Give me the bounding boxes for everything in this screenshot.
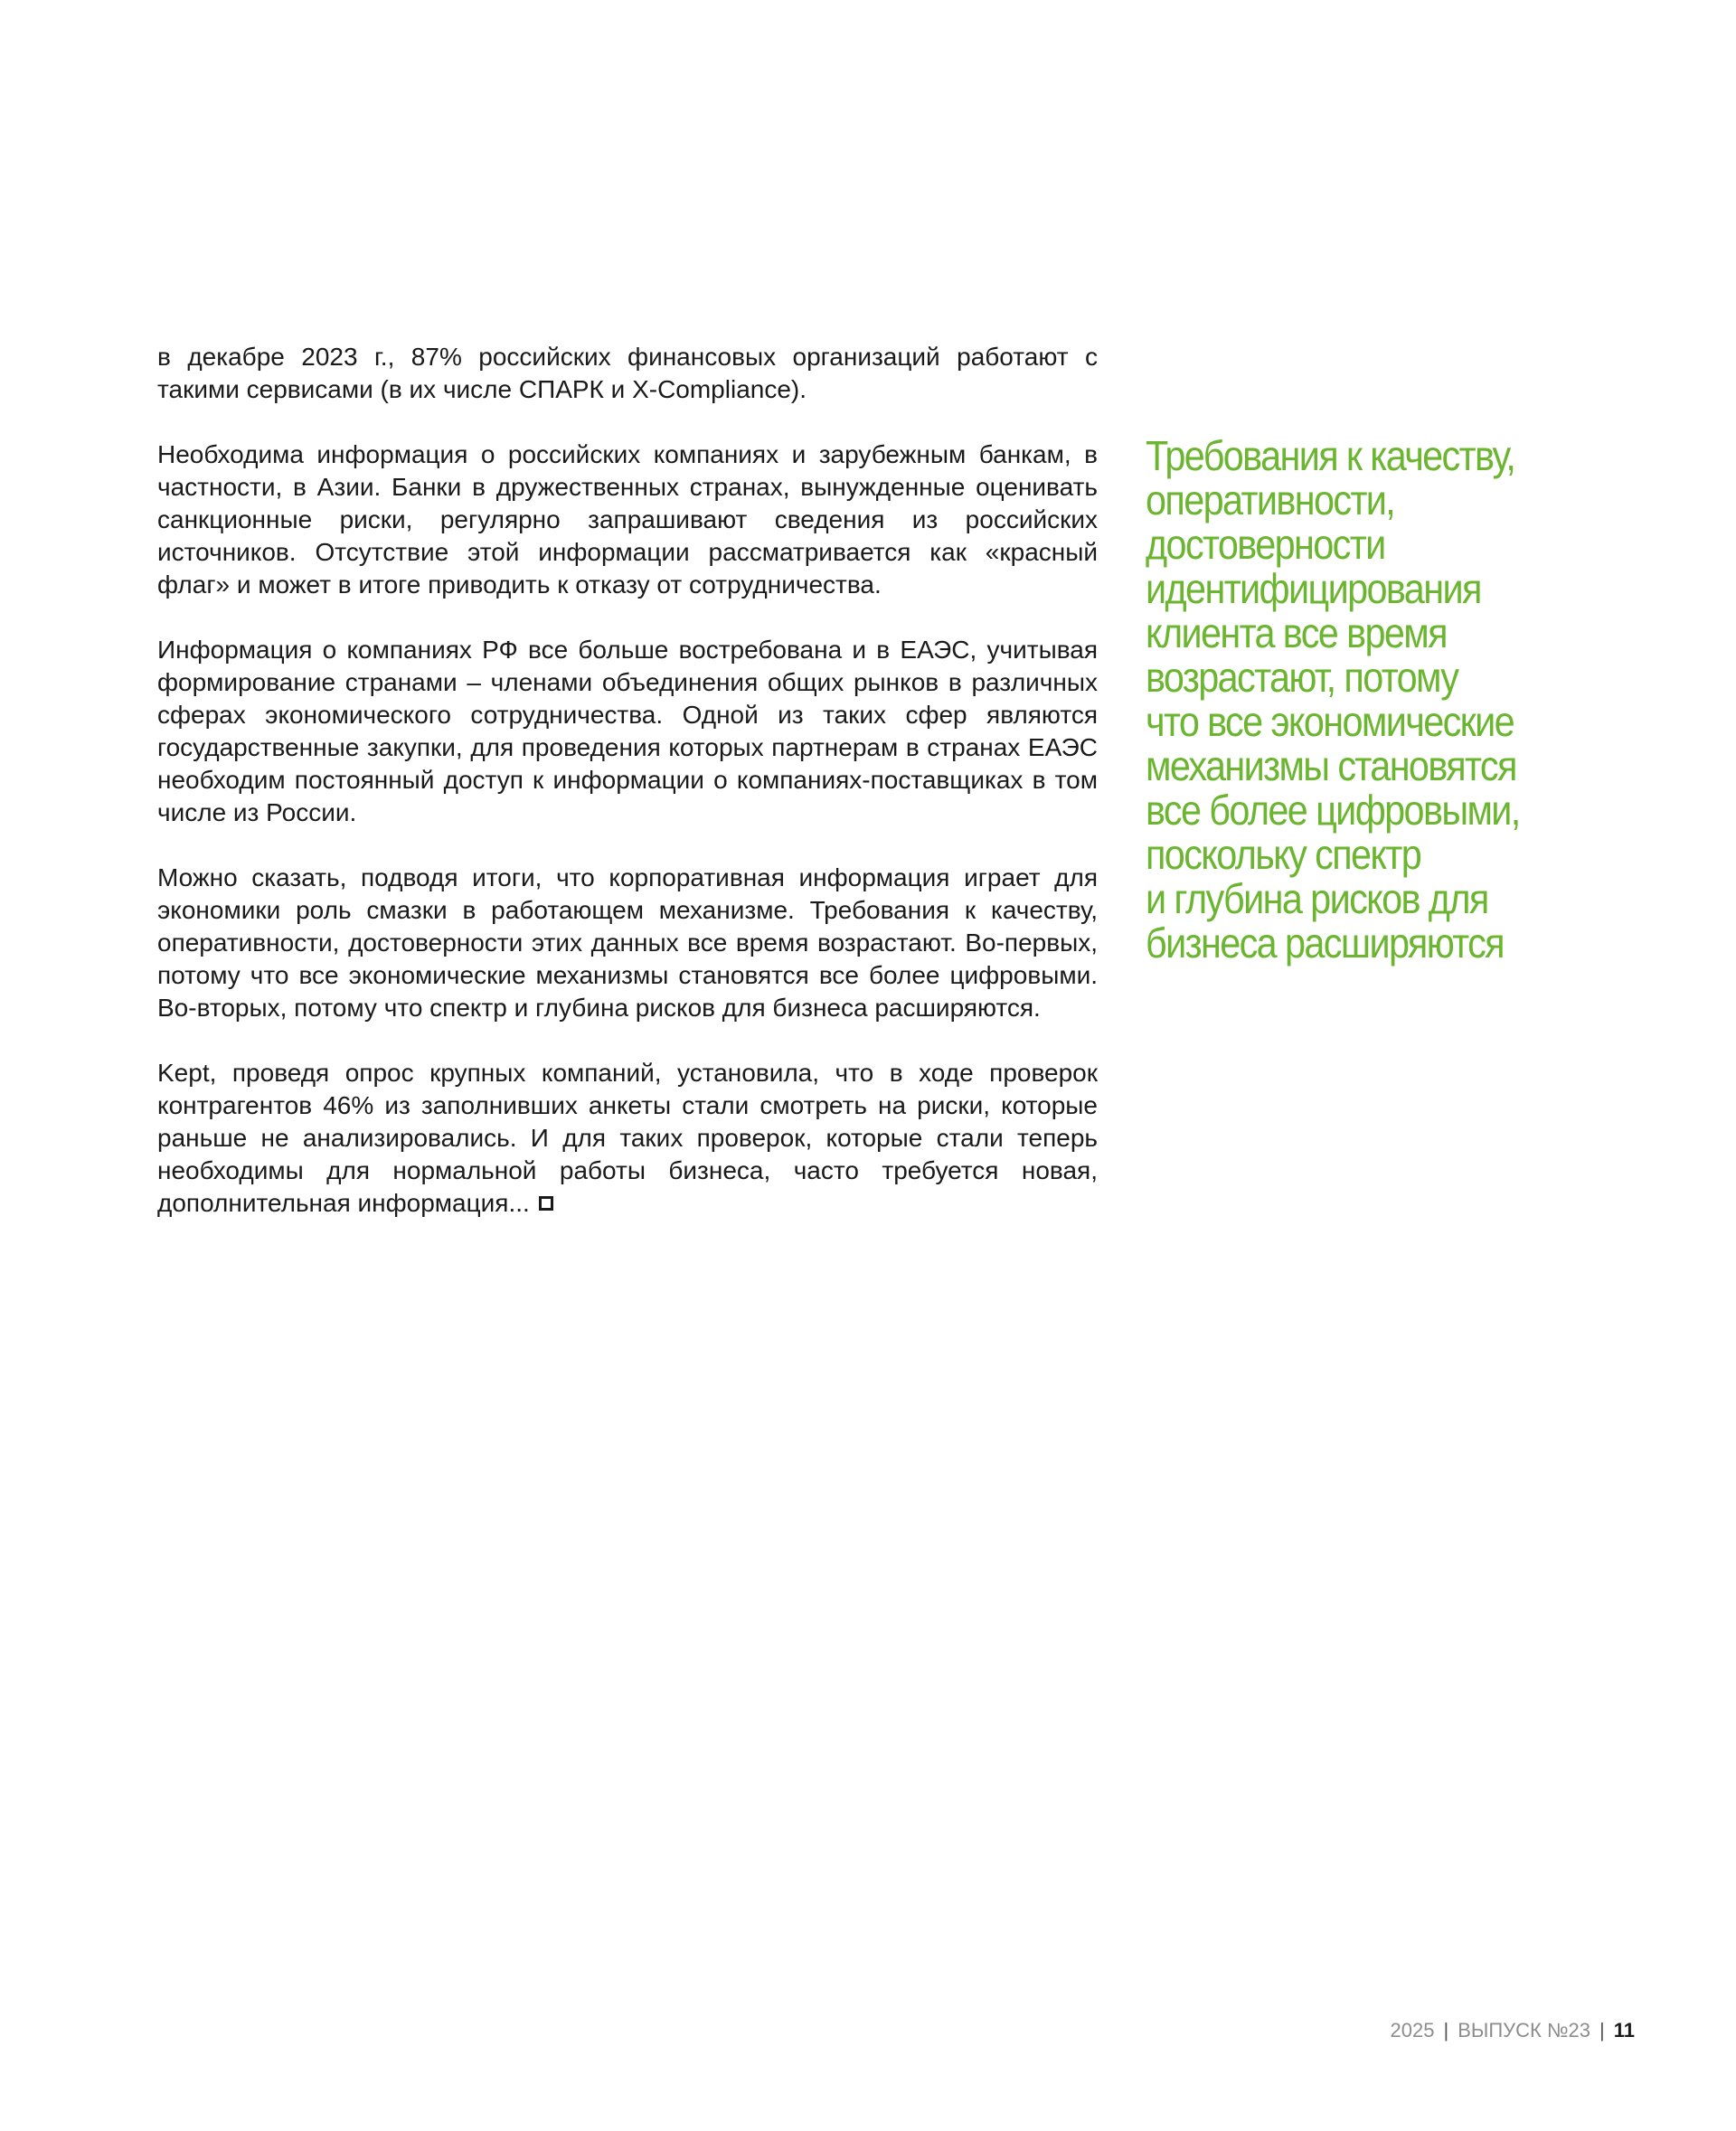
pull-quote (1146, 434, 1536, 966)
end-of-article-icon (539, 1196, 553, 1211)
body-paragraph-4: Можно сказать, подводя итоги, что корпоративная информация играет для экономики роль смазки в работающем механизме. Требования к качеству, оперативности, достоверности этих данных все время возрастают. Во-первых, потому что все экономические механизмы становятся все более цифровыми. Во-вторых, потому что спектр и глубина рисков для бизнеса расширяются. (157, 863, 1098, 1022)
pull-quote-line: Требования к качеству, (1146, 432, 1515, 479)
page-footer (1391, 2018, 1635, 2043)
footer-separator: | (1443, 2019, 1449, 2041)
body-paragraph-2: Необходима информация о российских компаниях и зарубежным банкам, в частности, в Азии. Банки в дружественных странах, вынужденные оценивать санкционные риски, регулярно запрашивают сведения из российских источников. Отсутствие этой информации рассматривается как «красный флаг» и может в итоге приводить к отказу от сотрудничества. (157, 440, 1098, 599)
pull-quote-line: механизмы становятся (1146, 742, 1516, 789)
page-number: 11 (1613, 2019, 1635, 2041)
pull-quote-line: что все экономические (1146, 698, 1514, 745)
article-body (157, 341, 1098, 1252)
pull-quote-line: поскольку спектр (1146, 831, 1421, 878)
pull-quote-line: оперативности, (1146, 476, 1395, 523)
body-paragraph-5: Kept, проведя опрос крупных компаний, установила, что в ходе проверок контрагентов 46% из заполнивших анкеты стали смотреть на риски, которые раньше не анализировались. И для таких проверок, которые стали теперь необходимы для нормальной работы бизнеса, часто требуется новая, дополнительная информация... (157, 1059, 1098, 1217)
footer-year: 2025 (1390, 2019, 1435, 2041)
pull-quote-line: идентифицирования (1146, 565, 1481, 612)
body-paragraph-3: Информация о компаниях РФ все больше востребована и в ЕАЭС, учитывая формирование странами – членами объединения общих рынков в различных сферах экономического сотрудничества. Одной из таких сфер являются государственные закупки, для проведения которых партнерам в странах ЕАЭС необходим постоянный доступ к информации о компаниях-поставщиках в том числе из России. (157, 636, 1098, 826)
pull-quote-line: бизнеса расширяются (1146, 919, 1504, 966)
pull-quote-line: возрастают, потому (1146, 654, 1458, 701)
body-paragraph-1: в декабре 2023 г., 87% российских финансовых организаций работают с такими сервисами (в их числе СПАРК и X-Compliance). (157, 343, 1098, 403)
footer-separator: | (1599, 2019, 1605, 2041)
pull-quote-line: все более цифровыми, (1146, 787, 1520, 834)
pull-quote-line: и глубина рисков для (1146, 875, 1488, 922)
body-paragraph-5-wrapper (157, 1057, 1098, 1220)
pull-quote-line: достоверности (1146, 521, 1385, 568)
pull-quote-line: клиента все время (1146, 609, 1447, 656)
footer-issue: ВЫПУСК №23 (1458, 2019, 1591, 2041)
